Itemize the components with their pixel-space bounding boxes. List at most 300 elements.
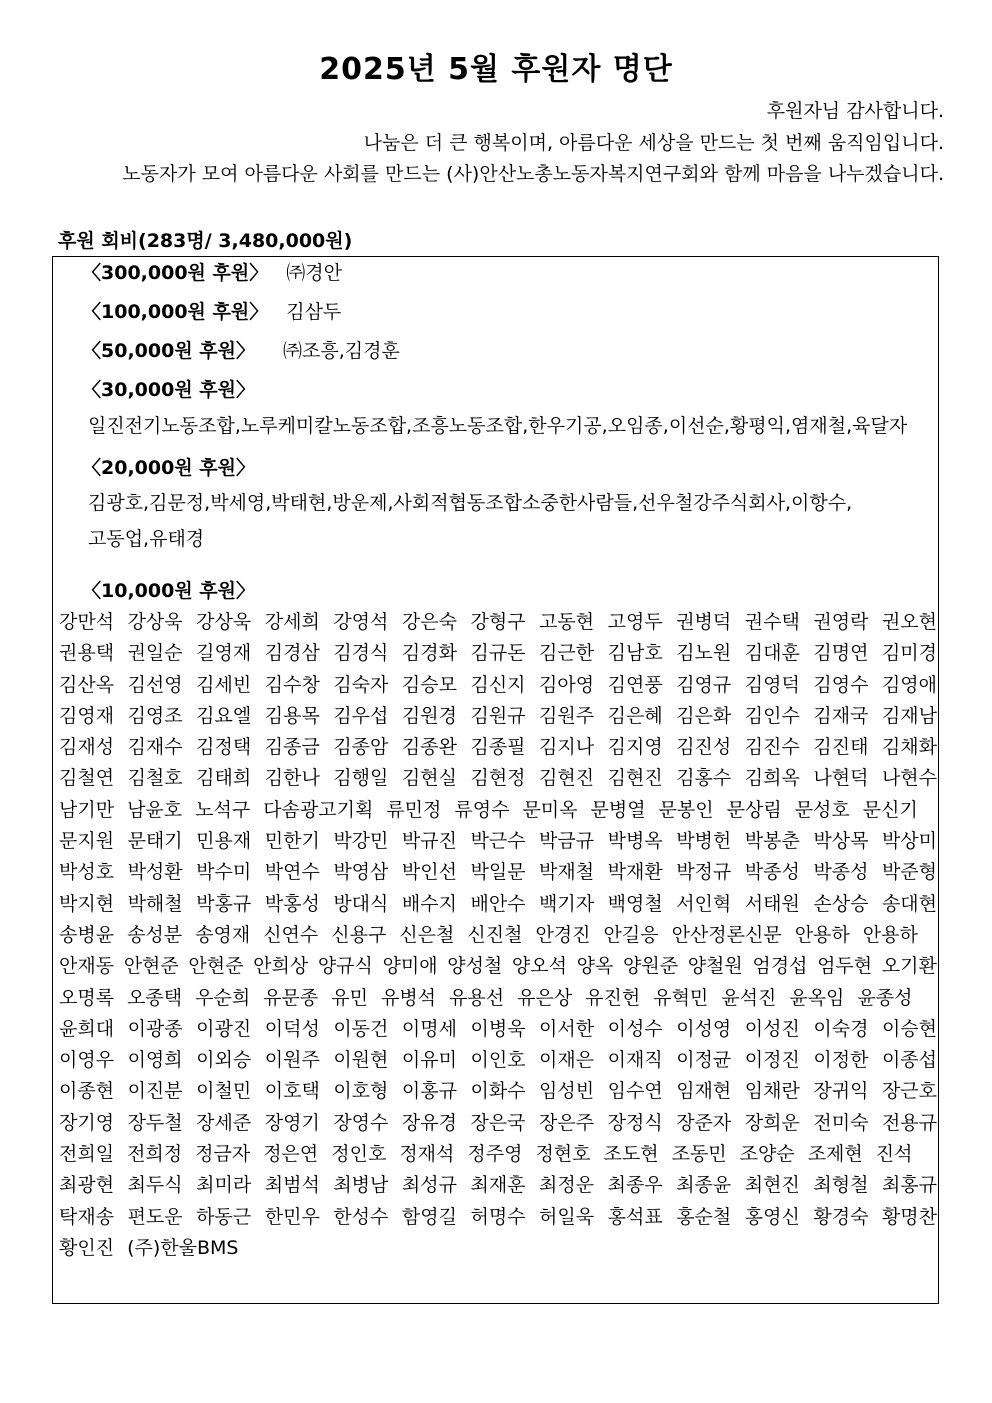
donor-name: 김신지 [470, 673, 526, 696]
donor-name: 문태기 [127, 830, 183, 853]
donor-name: 장기영 [59, 1111, 115, 1134]
donor-name: 김미경 [881, 642, 937, 665]
donor-name: 박영삼 [333, 861, 389, 884]
donor-name: 이호택 [264, 1080, 320, 1103]
donor-name: 최광현 [59, 1174, 115, 1197]
donor-name: 임성빈 [539, 1080, 595, 1103]
donor-name: 한민우 [264, 1205, 320, 1228]
donor-name: 안현준 [188, 955, 244, 978]
donor-name: 이재직 [607, 1049, 663, 1072]
donor-name: 민용재 [196, 830, 252, 853]
donor-name: 박금규 [539, 830, 595, 853]
name-row [59, 638, 937, 669]
donor-name: 황경숙 [813, 1205, 869, 1228]
donor-name: 최홍규 [881, 1174, 937, 1197]
donor-name: 유혁민 [653, 986, 709, 1009]
donor-name: 전희일 [59, 1143, 115, 1166]
donor-name: 이숙경 [813, 1017, 869, 1040]
donor-name: 전희정 [127, 1143, 183, 1166]
donor-name: 김경삼 [264, 642, 320, 665]
donor-name: 류영수 [454, 798, 510, 821]
thanks-line: 나눔은 더 큰 행복이며, 아름다운 세상을 만드는 첫 번째 움직임입니다. [363, 131, 944, 154]
name-row [59, 1233, 937, 1264]
donor-name: 강상욱 [127, 611, 183, 633]
name-row [59, 920, 937, 951]
donor-name: 권영락 [813, 611, 869, 633]
donor-name: 박지현 [59, 892, 115, 915]
name-row [59, 1076, 937, 1107]
donor-name: 윤희대 [59, 1017, 115, 1040]
donor-name: 황인진 [59, 1236, 115, 1259]
tier-label: 〈100,000원 후원〉 [82, 301, 269, 323]
donor-name: 정재석 [399, 1143, 455, 1166]
donor-name: 최병남 [333, 1174, 389, 1197]
donor-name: 김근한 [539, 642, 595, 665]
donor-name: 박병옥 [607, 830, 663, 853]
donor-name: 권용택 [59, 642, 115, 665]
donor-name: 오명록 [59, 986, 115, 1009]
donor-name: 박일문 [470, 861, 526, 884]
donor-name: 조양순 [739, 1143, 795, 1166]
donor-name: 김종필 [470, 736, 526, 759]
tier-label: 〈300,000원 후원〉 [82, 262, 269, 284]
donor-name: 박상목 [813, 830, 869, 853]
donor-name: 노석구 [195, 798, 251, 821]
donor-name: 박성호 [59, 861, 115, 884]
donor-name: 이정균 [676, 1049, 732, 1072]
donor-name: 박종성 [744, 861, 800, 884]
donor-name: 안산정론신문 [671, 923, 782, 946]
donor-name: 박근수 [470, 830, 526, 853]
donor-name: 안경진 [535, 923, 591, 946]
tier-50000 [82, 336, 400, 363]
name-row [59, 951, 937, 982]
donor-name: 김경화 [401, 642, 457, 665]
donor-name: 안용하 [862, 923, 918, 946]
name-row [59, 983, 937, 1014]
donor-name: 이호형 [333, 1080, 389, 1103]
donor-name: 박강민 [333, 830, 389, 853]
donor-name: 권오현 [881, 611, 937, 633]
donor-name: 김현실 [401, 767, 457, 790]
donor-name: 유진헌 [585, 986, 641, 1009]
donor-name: 이재은 [539, 1049, 595, 1072]
donor-name: 김연풍 [607, 673, 663, 696]
donor-name: 이화수 [470, 1080, 526, 1103]
donor-name: 김희옥 [744, 767, 800, 790]
donor-name: 장귀익 [813, 1080, 869, 1103]
donor-name: 이덕성 [264, 1017, 320, 1040]
donor-name: 이홍규 [401, 1080, 457, 1103]
donor-name: 편도운 [127, 1205, 183, 1228]
tier-label: 〈20,000원 후원〉 [82, 457, 255, 479]
donor-name: 류민정 [386, 798, 442, 821]
donor-list-box [52, 256, 939, 1304]
donor-name: 이종섭 [881, 1049, 937, 1072]
name-row [59, 732, 937, 763]
donor-name: 박재환 [607, 861, 663, 884]
donor-name: 남윤호 [127, 798, 183, 821]
donor-name: 양옥 [576, 955, 614, 978]
donor-name: 김명연 [813, 642, 869, 665]
donor-name: 박병헌 [676, 830, 732, 853]
donor-name: 박수미 [196, 861, 252, 884]
donor-name: 김영애 [881, 673, 937, 696]
tier-20000 [82, 453, 255, 480]
donor-name: 박성환 [127, 861, 183, 884]
donor-name: 장세준 [196, 1111, 252, 1134]
donor-name: 박규진 [401, 830, 457, 853]
donor-name: 장준자 [676, 1111, 732, 1134]
donor-name: 권병덕 [676, 611, 732, 633]
donor-name: 서태원 [744, 892, 800, 915]
donor-name: 김요엘 [196, 704, 252, 727]
donor-name: 김현진 [607, 767, 663, 790]
donor-name: 박정규 [676, 861, 732, 884]
donor-name: 김인수 [744, 704, 800, 727]
donor-name: 김산옥 [59, 673, 115, 696]
donor-name: 최미라 [196, 1174, 252, 1197]
donor-name: 조제현 [807, 1143, 863, 1166]
name-row [59, 670, 937, 701]
donor-name: 김남호 [607, 642, 663, 665]
donor-name: 김철연 [59, 767, 115, 790]
donor-name: 김영조 [127, 704, 183, 727]
donor-name: 김승모 [401, 673, 457, 696]
donor-name: 권수택 [744, 611, 800, 633]
donor-name: 박인선 [401, 861, 457, 884]
donor-name: 임재현 [676, 1080, 732, 1103]
donor-name: 김종암 [333, 736, 389, 759]
donor-name: 박종성 [813, 861, 869, 884]
donor-name: 홍순철 [676, 1205, 732, 1228]
donor-name: 신진철 [467, 923, 523, 946]
donor-name: 박봉춘 [744, 830, 800, 853]
donor-name: 양미애 [382, 955, 438, 978]
donor-name: 허명수 [470, 1205, 526, 1228]
donor-name: 김진수 [744, 736, 800, 759]
donor-name: 김한나 [264, 767, 320, 790]
donor-name: 김영재 [59, 704, 115, 727]
donor-name: 임수연 [607, 1080, 663, 1103]
donor-name: 신은철 [399, 923, 455, 946]
donor-name: 안희상 [253, 955, 309, 978]
donor-name: 문성호 [794, 798, 850, 821]
donor-name: 김재국 [813, 704, 869, 727]
donor-name: 배안수 [470, 892, 526, 915]
donor-name: 정현호 [535, 1143, 591, 1166]
donor-name: 송성분 [127, 923, 183, 946]
donor-name: 권일순 [127, 642, 183, 665]
tier-300000 [82, 258, 342, 285]
donor-name: 안길응 [603, 923, 659, 946]
donor-name: 이영우 [59, 1049, 115, 1072]
section-title: 후원 회비(283명/ 3,480,000원) [58, 230, 353, 252]
donor-name: 최형철 [813, 1174, 869, 1197]
donor-name-grid [59, 607, 937, 1264]
donor-name: 한성수 [333, 1205, 389, 1228]
donor-name: 강영석 [333, 611, 389, 633]
name-row [59, 701, 937, 732]
donor-name: 이원주 [264, 1049, 320, 1072]
donor-name: 전미숙 [813, 1111, 869, 1134]
donor-name: 김영덕 [744, 673, 800, 696]
donor-name: 손상승 [813, 892, 869, 915]
donor-name: 엄두현 [817, 955, 873, 978]
donor-name: 탁재송 [59, 1205, 115, 1228]
donor-name: 김노원 [676, 642, 732, 665]
donor-name: 윤종성 [857, 986, 913, 1009]
tier-donors: 고동업,유태경 [88, 528, 205, 550]
donor-name: 김재성 [59, 736, 115, 759]
donor-name: 나현덕 [813, 767, 869, 790]
donor-name: 김수창 [264, 673, 320, 696]
donor-name: 신용구 [331, 923, 387, 946]
donor-name: (주)한울BMS [127, 1236, 239, 1259]
donor-name: 이종현 [59, 1080, 115, 1103]
donor-name: 김영수 [813, 673, 869, 696]
donor-name: 김영규 [676, 673, 732, 696]
name-row [59, 1202, 937, 1233]
donor-name: 문봉인 [658, 798, 714, 821]
donor-name: 송대현 [881, 892, 937, 915]
donor-name: 유용선 [449, 986, 505, 1009]
donor-name: 윤석진 [721, 986, 777, 1009]
donor-name: 강상욱 [196, 611, 252, 633]
thanks-message [44, 96, 944, 191]
tier-10000 [82, 576, 255, 603]
donor-name: 이외승 [196, 1049, 252, 1072]
donor-name: 이유미 [401, 1049, 457, 1072]
donor-name: 박준형 [881, 861, 937, 884]
donor-name: 김종완 [401, 736, 457, 759]
donor-name: 전용규 [881, 1111, 937, 1134]
donor-name: 이승현 [881, 1017, 937, 1040]
donor-name: 김우섭 [333, 704, 389, 727]
tier-label: 〈10,000원 후원〉 [82, 580, 255, 602]
donor-name: 김정택 [196, 736, 252, 759]
tier-100000 [82, 297, 341, 324]
donor-name: 이성진 [744, 1017, 800, 1040]
donor-name: 김원주 [539, 704, 595, 727]
donor-name: 김대훈 [744, 642, 800, 665]
donor-name: 백기자 [539, 892, 595, 915]
donor-name: 김선영 [127, 673, 183, 696]
donor-name: 김현정 [470, 767, 526, 790]
donor-name: 황명찬 [881, 1205, 937, 1228]
donor-name: 이명세 [401, 1017, 457, 1040]
name-row [59, 1045, 937, 1076]
donor-name: 김행일 [333, 767, 389, 790]
donor-name: 우순희 [195, 986, 251, 1009]
donor-name: 하동근 [196, 1205, 252, 1228]
donor-name: 김경식 [333, 642, 389, 665]
donor-name: 최종윤 [676, 1174, 732, 1197]
name-row [59, 763, 937, 794]
donor-name: 김지나 [539, 736, 595, 759]
donor-name: 유은상 [517, 986, 573, 1009]
donor-name: 진석 [875, 1143, 913, 1166]
donor-name: 최종우 [607, 1174, 663, 1197]
donor-name: 최성규 [401, 1174, 457, 1197]
donor-name: 문병열 [590, 798, 646, 821]
donor-name: 김종금 [264, 736, 320, 759]
donor-name: 김재남 [881, 704, 937, 727]
donor-name: 김현진 [539, 767, 595, 790]
donor-name: 윤옥임 [789, 986, 845, 1009]
donor-name: 안재동 [59, 955, 115, 978]
name-row [59, 607, 937, 638]
donor-name: 이진분 [127, 1080, 183, 1103]
donor-name: 방대식 [333, 892, 389, 915]
name-row [59, 795, 937, 826]
tier-donors: 김광호,김문정,박세영,박태현,방운제,사회적협동조합소중한사람들,선우철강주식회사,이항수, [88, 492, 853, 514]
donor-name: 김진성 [676, 736, 732, 759]
donor-name: 안용하 [794, 923, 850, 946]
donor-name: 박연수 [264, 861, 320, 884]
donor-name: 장은주 [539, 1111, 595, 1134]
donor-name: 남기만 [59, 798, 115, 821]
donor-name: 오기환 [881, 955, 937, 978]
donor-name: 이성수 [607, 1017, 663, 1040]
donor-name: 홍영신 [744, 1205, 800, 1228]
thanks-line: 후원자님 감사합니다. [766, 100, 944, 122]
donor-name: 박상미 [881, 830, 937, 853]
thanks-line: 노동자가 모여 아름다운 사회를 만드는 (사)안산노총노동자복지연구회와 함께 마음을 나누겠습니다. [122, 163, 944, 185]
donor-name: 안현준 [123, 955, 179, 978]
donor-name: 김진태 [813, 736, 869, 759]
donor-name: 김홍수 [676, 767, 732, 790]
donor-name: 이원현 [333, 1049, 389, 1072]
donor-name: 백영철 [607, 892, 663, 915]
donor-name: 오종택 [127, 986, 183, 1009]
donor-name: 장두철 [127, 1111, 183, 1134]
donor-name: 박재철 [539, 861, 595, 884]
donor-name: 조동민 [671, 1143, 727, 1166]
donor-name: 문지원 [59, 830, 115, 853]
donor-name: 유민 [331, 986, 368, 1009]
donor-name: 장유경 [401, 1111, 457, 1134]
donor-name: 김규돈 [470, 642, 526, 665]
donor-name: 임채란 [744, 1080, 800, 1103]
donor-name: 정인호 [331, 1143, 387, 1166]
donor-name: 장영기 [264, 1111, 320, 1134]
donor-name: 최두식 [127, 1174, 183, 1197]
donor-name: 함영길 [401, 1205, 457, 1228]
donor-name: 최범석 [264, 1174, 320, 1197]
donor-name: 장정식 [607, 1111, 663, 1134]
donor-name: 이서한 [539, 1017, 595, 1040]
donor-name: 김재수 [127, 736, 183, 759]
donor-name: 배수지 [401, 892, 457, 915]
donor-name: 문신기 [862, 798, 918, 821]
donor-name: 민한기 [264, 830, 320, 853]
name-row [59, 857, 937, 888]
donor-name: 양철원 [687, 955, 743, 978]
donor-name: 양오석 [511, 955, 567, 978]
name-row [59, 1139, 937, 1170]
donor-name: 김태희 [196, 767, 252, 790]
donor-name: 김용목 [264, 704, 320, 727]
donor-name: 김원경 [401, 704, 457, 727]
donor-name: 강형구 [470, 611, 526, 633]
donor-name: 이철민 [196, 1080, 252, 1103]
donor-name: 조도현 [603, 1143, 659, 1166]
donor-name: 송영재 [195, 923, 251, 946]
donor-name: 장희운 [744, 1111, 800, 1134]
donor-name: 이성영 [676, 1017, 732, 1040]
donor-name: 유병석 [380, 986, 437, 1009]
tier-donors: ㈜경안 [286, 262, 342, 284]
donor-name: 엄경섭 [752, 955, 808, 978]
donor-name: 정은연 [263, 1143, 319, 1166]
donor-name: 문상림 [726, 798, 782, 821]
donor-name: 이광진 [196, 1017, 252, 1040]
donor-name: 홍석표 [607, 1205, 663, 1228]
name-row [59, 1014, 937, 1045]
donor-name: 김채화 [881, 736, 937, 759]
donor-name: 유문종 [263, 986, 319, 1009]
donor-name: 양원준 [622, 955, 679, 978]
name-row [59, 889, 937, 920]
donor-name: 장은국 [470, 1111, 526, 1134]
tier-label: 〈30,000원 후원〉 [82, 379, 255, 401]
tier-label: 〈50,000원 후원〉 [82, 340, 255, 362]
donor-name: 이정진 [744, 1049, 800, 1072]
donor-name: 나현수 [881, 767, 937, 790]
donor-name: 이광종 [127, 1017, 183, 1040]
donor-name: 강은숙 [401, 611, 457, 633]
tier-30000 [82, 375, 255, 402]
tier-donors: 김삼두 [286, 301, 342, 323]
donor-name: 강만석 [59, 611, 115, 633]
donor-name: 고동현 [539, 611, 595, 633]
donor-name: 최정운 [539, 1174, 595, 1197]
donor-name: 김숙자 [333, 673, 389, 696]
donor-name: 김철호 [127, 767, 183, 790]
donor-name: 김은혜 [607, 704, 663, 727]
donor-name: 이정한 [813, 1049, 869, 1072]
donor-name: 이동건 [333, 1017, 389, 1040]
tier-donors: ㈜조흥,김경훈 [283, 340, 400, 362]
donor-name: 고영두 [607, 611, 663, 633]
donor-name: 김세빈 [196, 673, 252, 696]
donor-name: 강세희 [264, 611, 320, 633]
donor-name: 박해철 [127, 892, 183, 915]
donor-name: 송병윤 [59, 923, 115, 946]
tier-donors: 일진전기노동조합,노루케미칼노동조합,조흥노동조합,한우기공,오임종,이선순,황평익,염재철,육달자 [88, 415, 908, 437]
donor-name: 장영수 [333, 1111, 389, 1134]
donor-name: 김지영 [607, 736, 663, 759]
donor-name: 이인호 [470, 1049, 526, 1072]
donor-name: 양성철 [447, 955, 503, 978]
name-row [59, 1170, 937, 1201]
donor-name: 장근호 [881, 1080, 937, 1103]
donor-name: 정주영 [467, 1143, 523, 1166]
page-title: 2025년 5월 후원자 명단 [319, 52, 673, 87]
donor-name: 신연수 [263, 923, 319, 946]
donor-name: 서인혁 [676, 892, 732, 915]
donor-name: 최현진 [744, 1174, 800, 1197]
donor-name: 박홍성 [264, 892, 320, 915]
donor-name: 이영희 [127, 1049, 183, 1072]
donor-name: 김원규 [470, 704, 526, 727]
name-row [59, 1108, 937, 1139]
name-row [59, 826, 937, 857]
donor-name: 김은화 [676, 704, 732, 727]
donor-name: 최재훈 [470, 1174, 526, 1197]
donor-name: 김아영 [539, 673, 595, 696]
